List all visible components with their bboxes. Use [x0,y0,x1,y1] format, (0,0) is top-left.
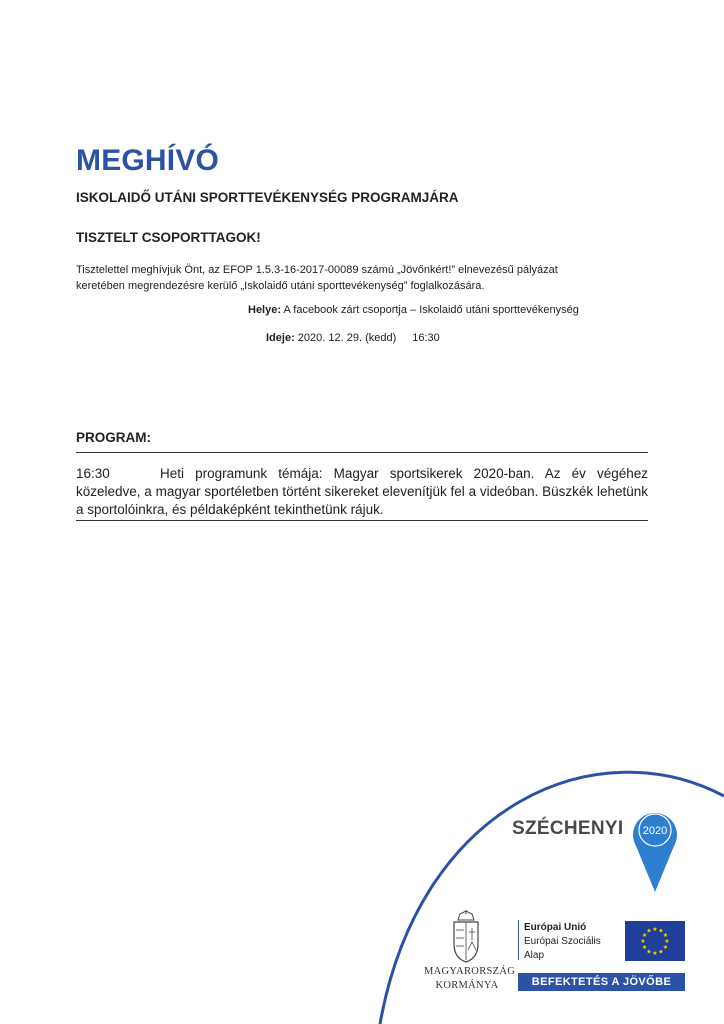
date-label: Ideje: [266,332,295,344]
szechenyi-logo-text: SZÉCHENYI [512,818,624,839]
hungarian-crest-icon [448,910,484,964]
svg-text:★: ★ [640,938,646,945]
eu-text-line-1: Európai Unió [524,922,587,933]
svg-text:★: ★ [646,927,652,935]
svg-text:★: ★ [641,932,648,939]
svg-text:★: ★ [662,932,669,939]
program-heading: PROGRAM: [76,430,151,445]
time-value: 16:30 [412,332,440,344]
svg-text:★: ★ [652,926,658,933]
venue-value: A facebook zárt csoportja – Iskolaidő utáni sporttevékenység [281,304,579,316]
svg-text:★: ★ [652,950,658,957]
svg-text:★: ★ [658,948,664,956]
eu-divider [518,920,519,960]
svg-text:★: ★ [664,938,670,945]
eu-flag-icon [625,921,685,961]
szechenyi-pin-icon [630,804,680,894]
svg-text:★: ★ [658,927,664,935]
page-title: MEGHÍVÓ [76,144,220,177]
program-description: Heti programunk témája: Magyar sportsikerek 2020-ban. Az év végéhez közeledve, a magyar sportéletben történt sikereket elevenítjük fel a videóban. Büszkék lehetünk a sportolóinkra, és példaképként tekinthetünk rájuk. [76,466,648,517]
date-value: 2020. 12. 29. (kedd) [294,332,397,344]
government-name-line-1: MAGYARORSZÁG [424,966,516,977]
program-time: 16:30 [76,466,110,481]
greeting-heading: TISZTELT CSOPORTTAGOK! [76,230,261,245]
svg-text:★: ★ [641,944,648,951]
svg-text:★: ★ [662,944,669,951]
government-name-line-2: KORMÁNYA [435,980,499,991]
venue-label: Helye: [248,304,282,316]
szechenyi-year: 2020 [642,825,668,837]
intro-line-1: Tisztelettel meghívjuk Önt, az EFOP 1.5.3-16-2017-00089 számú „Jövőnkért!” elnevezésű pályázat [76,264,558,276]
eu-text-line-2: Európai Szociális [524,936,601,947]
page-subtitle: ISKOLAIDŐ UTÁNI SPORTTEVÉKENYSÉG PROGRAMJÁRA [76,190,459,205]
svg-text:★: ★ [646,948,652,956]
eu-text-line-3: Alap [524,950,545,961]
intro-line-2: keretében megrendezésre kerülő „Iskolaidő utáni sporttevékenység” foglalkozására. [76,280,485,292]
investing-in-future-banner: BEFEKTETÉS A JÖVŐBE [518,973,685,991]
